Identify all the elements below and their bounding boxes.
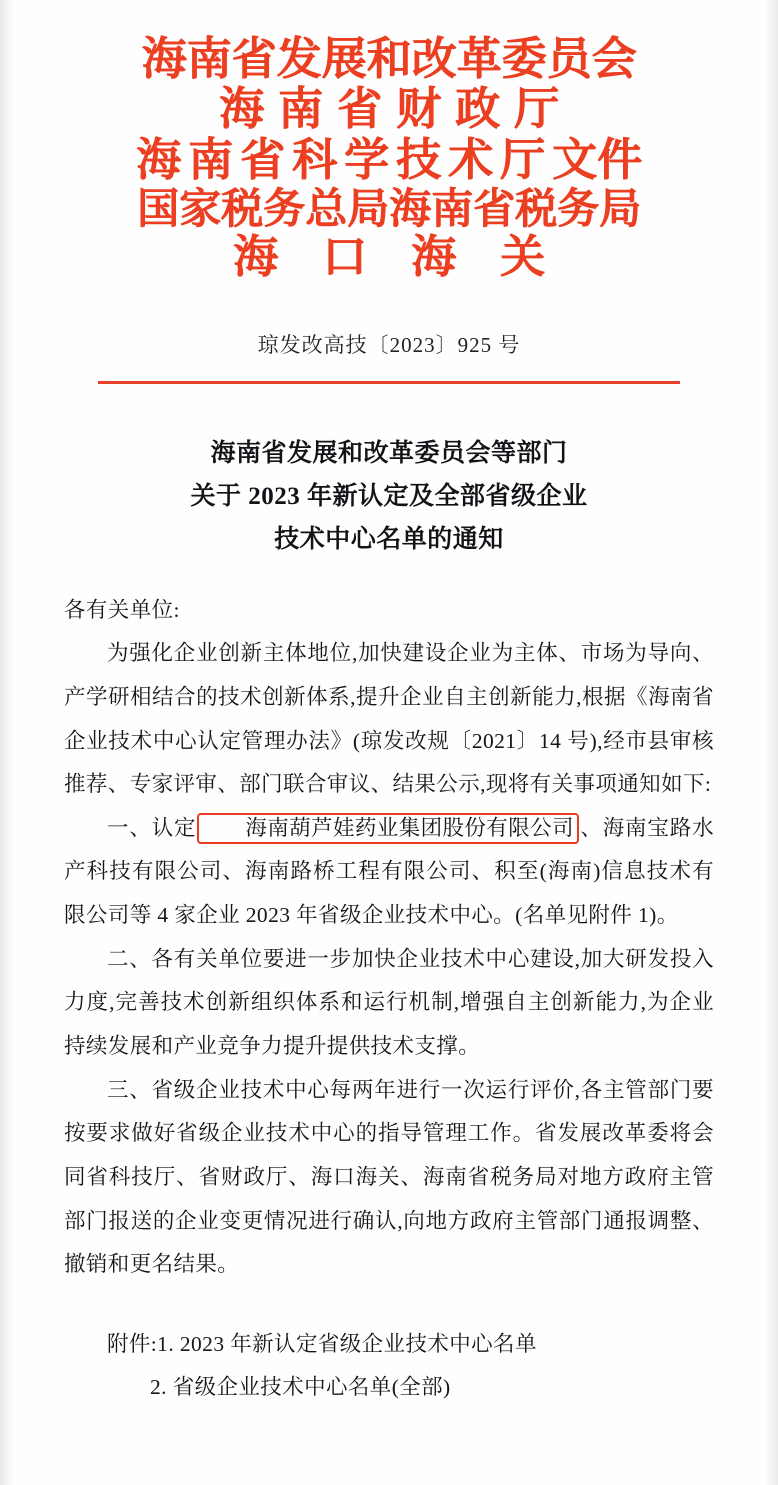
- page-title-line-1: 海南省发展和改革委员会等部门: [210, 439, 568, 467]
- document-body: [52, 589, 726, 1287]
- body-paragraph-3: 二、各有关单位要进一步加快企业技术中心建设,加大研发投入力度,完善技术创新组织体系和运行机制,增强自主创新能力,为企业持续发展和产业竞争力提升提供技术支撑。: [64, 946, 714, 1058]
- body-paragraph-2-prefix: 一、认定: [107, 815, 197, 840]
- masthead-line-2: 海南省财政厅: [218, 82, 573, 136]
- body-paragraph-2: [64, 807, 714, 938]
- attachment-item-2: 2. 省级企业技术中心名单(全部): [150, 1374, 451, 1399]
- page-title: [52, 432, 726, 561]
- page-title-line-2: 关于 2023 年新认定及全部省级企业: [190, 482, 588, 510]
- page-title-line-3: 技术中心名单的通知: [274, 525, 504, 553]
- document-number: 琼发改高技〔2023〕925 号: [257, 332, 521, 357]
- attachments-list: [52, 1323, 726, 1409]
- masthead-line-3-suffix: 文件: [552, 132, 643, 186]
- red-divider-rule: [98, 381, 680, 384]
- body-paragraph-1: 为强化企业创新主体地位,加快建设企业为主体、市场为导向、产学研相结合的技术创新体系,提升企业自主创新能力,根据《海南省企业技术中心认定管理办法》(琼发改规〔2021〕14 号),经市县审核推荐、专家评审、部门联合审议、结果公示,现将有关事项通知如下:: [64, 641, 714, 797]
- masthead-line-3-main: 海南省科学技术厅: [135, 132, 552, 186]
- highlighted-company-name: 海南葫芦娃药业集团股份有限公司: [197, 813, 579, 844]
- body-paragraph-2-suffix: 、海南宝路水产科技有限公司、海南路桥工程有限公司、积至(海南)信息技术有限公司等 4 家企业 2023 年省级企业技术中心。(名单见附件 1)。: [64, 815, 714, 928]
- masthead-line-1: 海南省发展和改革委员会: [141, 32, 637, 85]
- masthead-line-3: [52, 132, 726, 186]
- document-masthead: [52, 34, 726, 283]
- page-right-shadow: [764, 0, 778, 1485]
- masthead-line-4: 国家税务总局海南省税务局: [136, 184, 641, 234]
- body-paragraph-4: 三、省级企业技术中心每两年进行一次运行评价,各主管部门要按要求做好省级企业技术中心的指导管理工作。省发展改革委将会同省科技厅、省财政厅、海口海关、海南省税务局对地方政府主管部门报送的企业变更情况进行确认,向地方政府主管部门通报调整、撤销和更名结果。: [64, 1077, 714, 1277]
- salutation: 各有关单位:: [64, 597, 180, 622]
- page-left-shadow: [0, 0, 14, 1485]
- masthead-line-5: 海口海关: [232, 230, 589, 284]
- attachment-item-1: 附件:1. 2023 年新认定省级企业技术中心名单: [107, 1331, 537, 1356]
